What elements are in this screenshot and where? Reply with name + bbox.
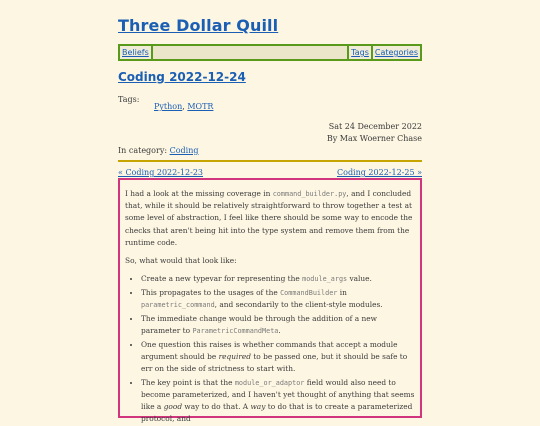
bullet-list bbox=[125, 273, 416, 425]
site-title-link[interactable]: Three Dollar Quill bbox=[118, 16, 279, 35]
tag-separator: , bbox=[182, 102, 188, 111]
search-input[interactable] bbox=[151, 46, 349, 59]
category-label: In category: bbox=[118, 146, 170, 155]
inline-code: command_builder.py bbox=[272, 190, 347, 198]
article-body bbox=[118, 178, 422, 424]
tags-list bbox=[154, 102, 213, 111]
tags-label: Tags: bbox=[118, 95, 140, 104]
nav-beliefs-link[interactable]: Beliefs bbox=[122, 48, 149, 57]
nav-categories-link[interactable]: Categories bbox=[374, 48, 418, 57]
divider-rule bbox=[118, 160, 422, 162]
nav-tags-link[interactable]: Tags bbox=[351, 48, 369, 57]
list-item: • The key point is that the module_or_adaptor field would also need to become parameterized, and I haven't yet thought of anything that seems like a good way to do that. A way to do that is to create a parameterized protocol, and bbox=[141, 377, 416, 426]
post-author: By Max Woerner Chase bbox=[326, 134, 422, 143]
nav-bar bbox=[118, 44, 422, 61]
list-item: • This propagates to the usages of the CommandBuilder in parametric_command, and secondarily to the client-style modules. bbox=[141, 287, 416, 311]
tag-motr-link[interactable]: MOTR bbox=[187, 102, 214, 111]
tag-python-link[interactable]: Python bbox=[154, 102, 183, 111]
list-item: • Create a new typevar for representing the module_args value. bbox=[141, 273, 416, 285]
next-post-link[interactable]: Coding 2022-12-25 » bbox=[337, 168, 422, 177]
post-date: Sat 24 December 2022 bbox=[328, 122, 422, 131]
post-category bbox=[118, 146, 198, 155]
paragraph: So, what would that look like: bbox=[125, 256, 237, 266]
paragraph: I had a look at the missing coverage in command_builder.py, and I concluded that, while it should be relatively straightforward to throw together a test at some level of abstraction, I feel like there should be some way to encode the checks that aren't being hit into the type system and remove them from the runtime code. bbox=[125, 189, 413, 247]
list-item: • One question this raises is whether commands that accept a module argument should be required to be passed one, but it should be safe to err on the side of strictness to start with. bbox=[141, 339, 416, 376]
post-title-link[interactable]: Coding 2022-12-24 bbox=[118, 70, 246, 84]
list-item: • The immediate change would be through the addition of a new parameter to ParametricCommandMeta. bbox=[141, 313, 416, 337]
category-coding-link[interactable]: Coding bbox=[169, 146, 199, 155]
prev-post-link[interactable]: « Coding 2022-12-23 bbox=[118, 168, 203, 177]
